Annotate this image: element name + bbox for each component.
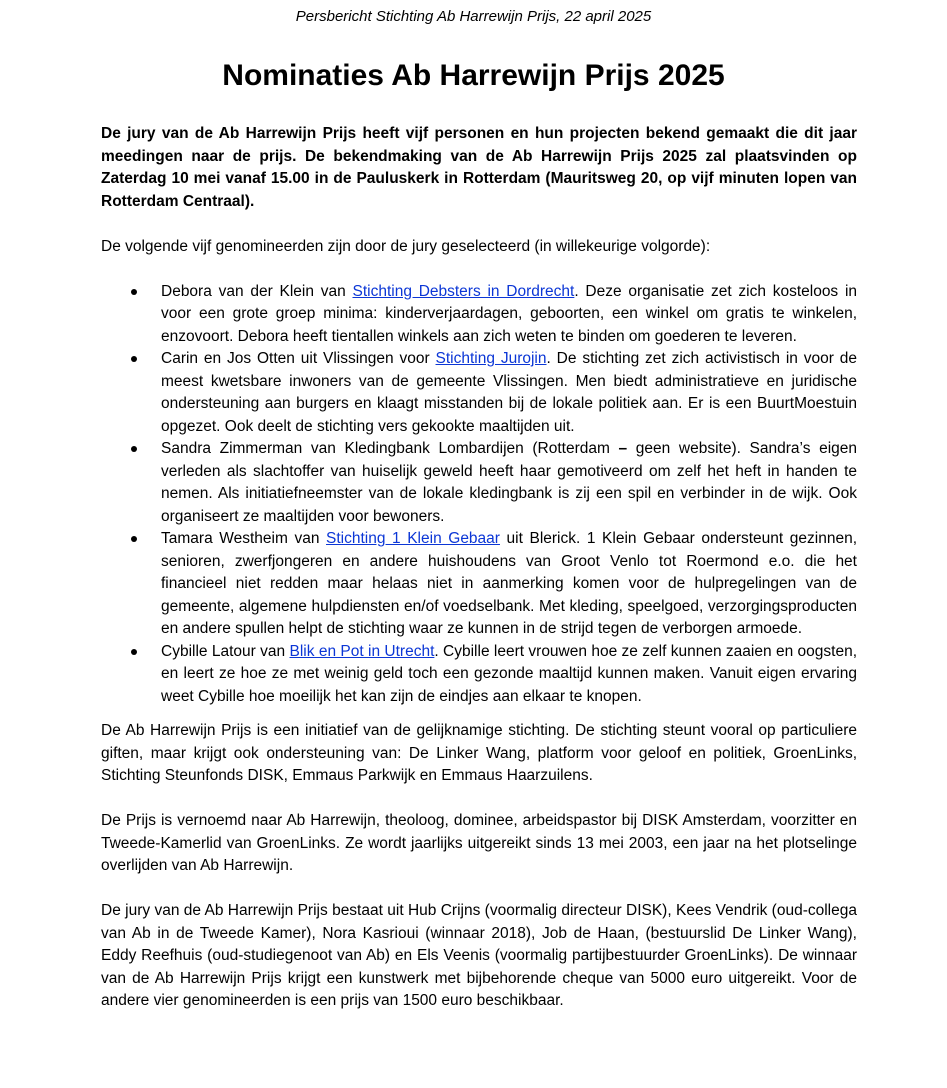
nominee-item-westheim bbox=[101, 528, 857, 641]
nominee-dash: – bbox=[618, 440, 628, 457]
nominee-text: geen website). Sandra’s eigen verleden als slachtoffer van huiselijk geweld heeft haar gemotiveerd om zelf het heft in handen te nemen. Als initiatiefneemster van de lokale kledingbank is zij een spil en verbinder in de wijk. Ook organiseert ze maaltijden voor bewoners. bbox=[161, 440, 857, 525]
nominee-text: Cybille Latour van bbox=[161, 642, 290, 660]
nominee-text: Carin en Jos Otten uit Vlissingen voor bbox=[161, 350, 436, 367]
nominee-text: Tamara Westheim van bbox=[161, 530, 327, 547]
nominee-item-otten bbox=[101, 348, 857, 438]
page-title: Nominaties Ab Harrewijn Prijs 2025 bbox=[222, 59, 725, 92]
document-header: Persbericht Stichting Ab Harrewijn Prijs, 22 april 2025 bbox=[295, 8, 652, 25]
nominee-item-zimmerman bbox=[101, 438, 857, 528]
nominee-text: uit Blerick. 1 Klein Gebaar ondersteunt gezinnen, senioren, zwerfjongeren en andere huishoudens van Groot Venlo tot Roermond e.o. die het financieel niet redden maar helaas niet in aanmerking komen voor de hulpregelingen van de gemeente, algemene hulpdiensten en/of voedselbank. Met kleding, speelgoed, verzorgingsproducten en andere spullen helpt de stichting waar ze kunnen in de strijd tegen de verborgen armoede. bbox=[161, 530, 858, 637]
jury-paragraph: De jury van de Ab Harrewijn Prijs bestaat uit Hub Crijns (voormalig directeur DISK), Kees Vendrik (oud-collega van Ab in de Tweede Kamer), Nora Kasrioui (winnaar 2018), Job de Haan, (bestuurslid De Linker Wang), Eddy Reefhuis (oud-studiegenoot van Ab) en Els Veenis (voormalig partijbestuurder GroenLinks). De winnaar van de Ab Harrewijn Prijs krijgt een kunstwerk met bijbehorende cheque van 5000 euro uitgereikt. Voor de andere vier genomineerden is een prijs van 1500 euro beschikbaar. bbox=[101, 902, 857, 1009]
intro-paragraph: De volgende vijf genomineerden zijn door de jury geselecteerd (in willekeurige volgorde): bbox=[101, 237, 711, 255]
link-klein-gebaar[interactable]: Stichting 1 Klein Gebaar bbox=[326, 530, 500, 547]
nominee-text: . Cybille leert vrouwen hoe ze zelf kunnen zaaien en oogsten, en leert ze hoe ze met weinig geld toch een gezonde maaltijd kunnen maken. Vanuit eigen ervaring weet Cybille hoe moeilijk het kan zijn de eindjes aan elkaar te knopen. bbox=[161, 642, 857, 705]
document-body bbox=[101, 123, 857, 1013]
initiative-paragraph: De Ab Harrewijn Prijs is een initiatief van de gelijknamige stichting. De stichting steunt vooral op particuliere giften, maar krijgt ook ondersteuning van: De Linker Wang, platform voor geloof en politiek, GroenLinks, Stichting Steunfonds DISK, Emmaus Parkwijk en Emmaus Haarzuilens. bbox=[101, 722, 857, 784]
nominee-text: Sandra Zimmerman van Kledingbank Lombardijen (Rotterdam bbox=[161, 440, 619, 457]
nominee-item-latour bbox=[101, 641, 857, 709]
link-blik-en-pot[interactable]: Blik en Pot in Utrecht bbox=[289, 642, 435, 660]
link-debsters[interactable]: Stichting Debsters in Dordrecht bbox=[352, 282, 575, 300]
nominee-item-debora bbox=[101, 281, 857, 349]
nominees-list bbox=[101, 281, 857, 709]
nominee-text: Debora van der Klein van bbox=[161, 282, 353, 300]
nominee-text: . Deze organisatie zet zich kosteloos in voor een grote groep minima: kinderverjaardagen, geboorten, een winkel om gratis te winkelen, enzovoort. Debora heeft tientallen winkels aan zich weten te binden om goederen te leveren. bbox=[161, 282, 858, 345]
nominee-text: . De stichting zet zich activistisch in voor de meest kwetsbare inwoners van de gemeente Vlissingen. Men biedt administratieve en juridische ondersteuning aan burgers en klaagt misstanden bij de lokale politiek aan. Er is een BuurtMoestuin opgezet. Ook deelt de stichting vers gekookte maaltijden uit. bbox=[161, 350, 857, 435]
lead-paragraph: De jury van de Ab Harrewijn Prijs heeft vijf personen en hun projecten bekend gemaakt die dit jaar meedingen naar de prijs. De bekendmaking van de Ab Harrewijn Prijs 2025 zal plaatsvinden op Zaterdag 10 mei vanaf 15.00 in de Pauluskerk in Rotterdam (Mauritsweg 20, op vijf minuten lopen van Rotterdam Centraal). bbox=[101, 125, 857, 210]
namesake-paragraph: De Prijs is vernoemd naar Ab Harrewijn, theoloog, dominee, arbeidspastor bij DISK Amsterdam, voorzitter en Tweede-Kamerlid van GroenLinks. Ze wordt jaarlijks uitgereikt sinds 13 mei 2003, een jaar na het plotselinge overlijden van Ab Harrewijn. bbox=[101, 812, 857, 874]
link-jurojin[interactable]: Stichting Jurojin bbox=[435, 350, 547, 367]
